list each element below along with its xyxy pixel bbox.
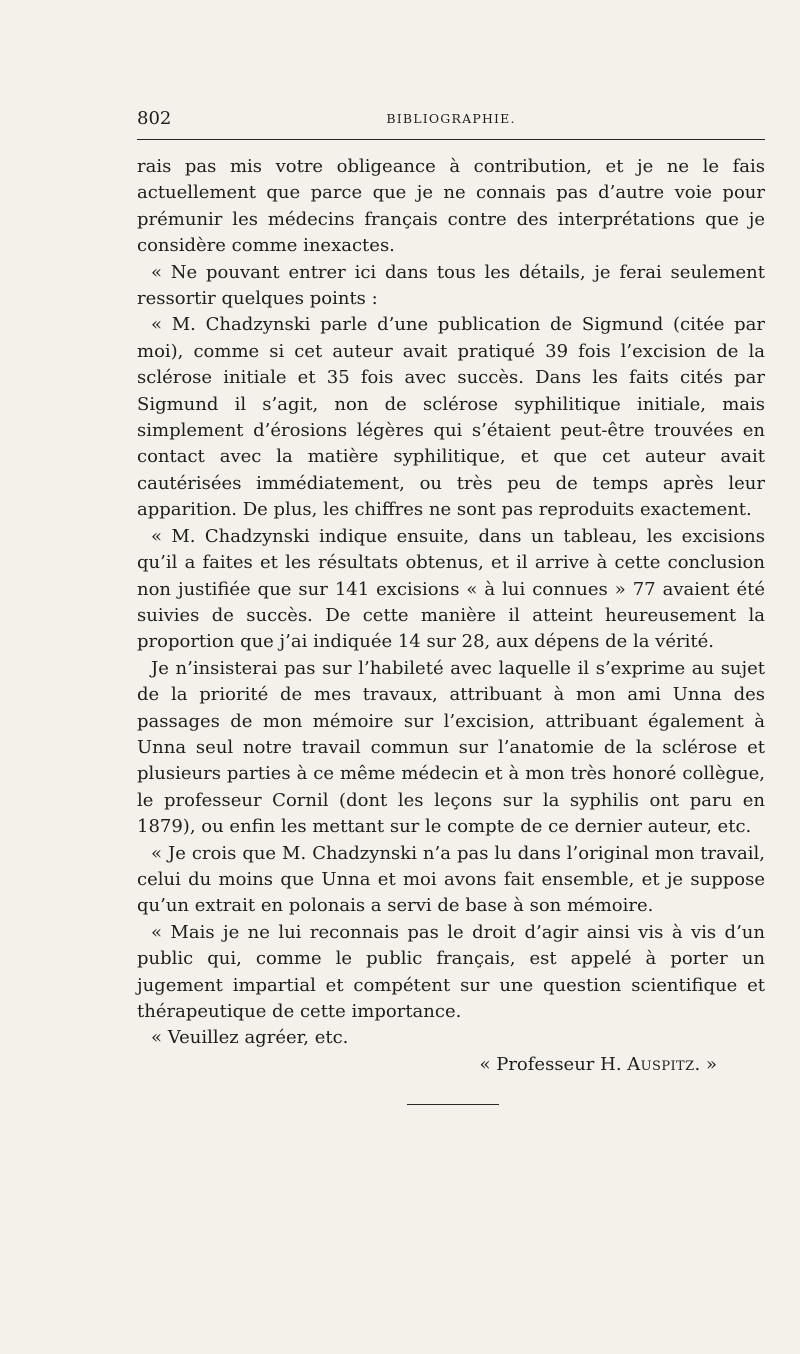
paragraph: « M. Chadzynski parle d’une publication de Sigmund (citée par moi), comme si cet auteur avait pratiqué 39 fois l’excision de la sclérose initiale et 35 fois avec succès. Dans les faits cités par Sigmund il s’agit, non de sclérose syphilitique initiale, mais simplement d’érosions légères qui s’étaient peut-être trouvées en contact avec la matière syphilitique, et que cet auteur avait cautérisées immédiatement, ou très peu de temps après leur apparition. De plus, les chiffres ne sont pas reproduits exactement. <box>137 314 765 521</box>
paragraph: « Je crois que M. Chadzynski n’a pas lu dans l’original mon travail, celui du moins que Unna et moi avons fait ensemble, et je suppose qu’un extrait en polonais a servi de base à son mémoire. <box>137 842 765 917</box>
signature-prefix: « Professeur H. <box>479 1053 628 1075</box>
paragraph: « Mais je ne lui reconnais pas le droit d’agir ainsi vis à vis d’un public qui, comme le public français, est appelé à porter un jugement impartial et compétent sur une question scientifique et thérapeutique de cette importance. <box>137 921 765 1022</box>
running-head <box>137 108 765 132</box>
signature-name: Auspitz <box>627 1053 695 1075</box>
signature <box>137 1052 765 1078</box>
running-title: BIBLIOGRAPHIE. <box>386 111 516 126</box>
page-number: 802 <box>137 108 172 129</box>
paragraph-continuation: rais pas mis votre obligeance à contribution, et je ne le fais actuellement que parce que je ne connais pas d’autre voie pour prémunir les médecins français contre des interprétations que je considère comme inexactes. <box>137 156 765 257</box>
paragraph: « Ne pouvant entrer ici dans tous les détails, je ferai seulement ressortir quelques points : <box>137 261 765 310</box>
end-rule <box>407 1104 499 1105</box>
paragraph: « M. Chadzynski indique ensuite, dans un tableau, les excisions qu’il a faites et les résultats obtenus, et il arrive à cette conclusion non justifiée que sur 141 excisions « à lui connues » 77 avaient été suivies de succès. De cette manière il atteint heureusement la proportion que j’ai indiquée 14 sur 28, aux dépens de la vérité. <box>137 525 765 653</box>
letter-body <box>137 154 765 1078</box>
closing-line: « Veuillez agréer, etc. <box>151 1027 349 1049</box>
header-rule <box>137 139 765 140</box>
signature-suffix: . » <box>694 1053 717 1075</box>
paragraph: Je n’insisterai pas sur l’habileté avec laquelle il s’exprime au sujet de la priorité de mes travaux, attribuant à mon ami Unna des passages de mon mémoire sur l’excision, attribuant également à Unna seul notre travail commun sur l’anatomie de la sclérose et plusieurs parties à ce même médecin et à mon très honoré collègue, le professeur Cornil (dont les leçons sur la syphilis ont paru en 1879), ou enfin les mettant sur le compte de ce dernier auteur, etc. <box>137 657 765 838</box>
